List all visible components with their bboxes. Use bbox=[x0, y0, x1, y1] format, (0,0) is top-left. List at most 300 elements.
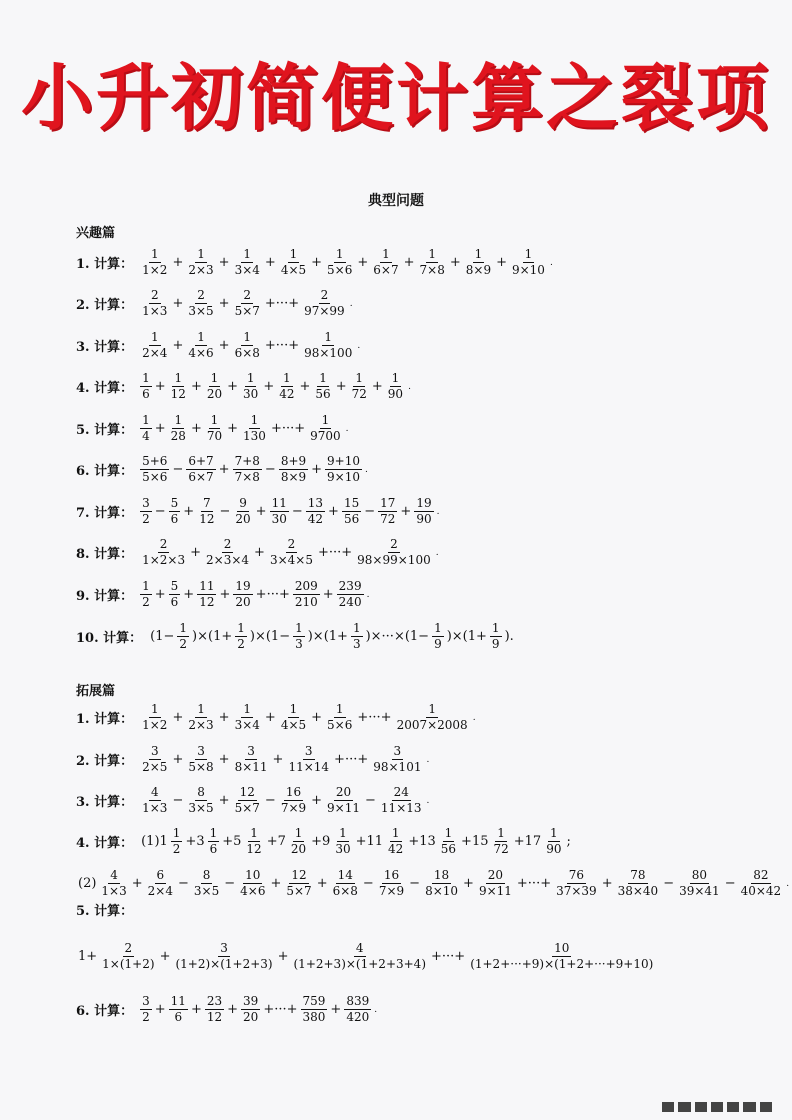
operator: + bbox=[311, 462, 323, 477]
operator: − bbox=[365, 793, 376, 808]
numerator: 1 bbox=[295, 621, 303, 635]
denominator: 380 bbox=[302, 1010, 326, 1024]
expression bbox=[139, 744, 429, 775]
section-heading: 典型问题 bbox=[368, 193, 424, 209]
numerator: 13 bbox=[307, 496, 324, 510]
fraction bbox=[235, 621, 247, 652]
fraction bbox=[371, 247, 400, 278]
numerator: 3 bbox=[150, 744, 159, 758]
numerator: 76 bbox=[568, 868, 585, 882]
numerator: 1 bbox=[355, 371, 364, 385]
denominator: 6×7 bbox=[373, 263, 399, 277]
fraction bbox=[279, 702, 308, 733]
problem-row bbox=[76, 702, 476, 733]
denominator: 12 bbox=[170, 387, 186, 401]
fraction bbox=[205, 371, 224, 402]
denominator: 6 bbox=[170, 512, 179, 526]
operator: +···+ bbox=[431, 949, 466, 964]
numerator: 10 bbox=[245, 868, 261, 882]
denominator: 38×40 bbox=[617, 884, 659, 898]
fraction bbox=[233, 496, 252, 527]
numerator: 8 bbox=[197, 785, 205, 799]
operator: 1+ bbox=[78, 949, 98, 964]
operator: + bbox=[218, 255, 230, 270]
fraction bbox=[377, 868, 406, 899]
numerator: 2 bbox=[159, 537, 168, 551]
operator: + bbox=[255, 504, 267, 519]
operator: +5 bbox=[222, 834, 242, 849]
fraction bbox=[233, 288, 262, 319]
fraction bbox=[386, 371, 405, 402]
numerator: 209 bbox=[294, 579, 318, 593]
problem-row bbox=[76, 826, 573, 857]
operator: +9 bbox=[311, 834, 331, 849]
operator: − bbox=[409, 876, 421, 891]
fraction bbox=[491, 826, 510, 857]
fraction bbox=[379, 785, 424, 816]
numerator: 15 bbox=[343, 496, 360, 510]
denominator: (1+2+···+9)×(1+2+···+9+10) bbox=[470, 957, 654, 971]
numerator: 11 bbox=[271, 496, 287, 510]
operator: . bbox=[366, 589, 370, 600]
operator: + bbox=[218, 338, 230, 353]
denominator: 5×7 bbox=[234, 801, 260, 815]
fraction bbox=[284, 868, 313, 899]
denominator: 2 bbox=[142, 512, 150, 526]
operator: +···+ bbox=[255, 587, 290, 602]
fraction bbox=[351, 621, 363, 652]
denominator: 72 bbox=[493, 842, 509, 856]
operator: + bbox=[190, 379, 202, 394]
fraction bbox=[241, 413, 268, 444]
numerator: 1 bbox=[246, 371, 255, 385]
operator: + bbox=[270, 876, 282, 891]
numerator: 5+6 bbox=[142, 454, 168, 468]
denominator: 3×5 bbox=[188, 304, 214, 318]
numerator: 4 bbox=[110, 868, 118, 882]
denominator: 8×10 bbox=[425, 884, 459, 898]
numerator: 78 bbox=[630, 868, 646, 882]
numerator: 1 bbox=[174, 371, 183, 385]
operator: ; bbox=[566, 834, 571, 849]
problem-number: 1. 计算： bbox=[76, 257, 134, 272]
numerator: 23 bbox=[206, 994, 223, 1008]
denominator: 20 bbox=[235, 512, 251, 526]
fraction bbox=[177, 621, 189, 652]
fraction bbox=[306, 496, 325, 527]
numerator: 1 bbox=[197, 330, 205, 344]
denominator: 1×2×3 bbox=[142, 553, 186, 567]
problem-row bbox=[76, 868, 789, 899]
denominator: 6 bbox=[174, 1010, 183, 1024]
operator: + bbox=[316, 876, 328, 891]
denominator: 6 bbox=[170, 595, 179, 609]
numerator: 82 bbox=[753, 868, 769, 882]
operator: + bbox=[172, 255, 184, 270]
fraction bbox=[325, 247, 354, 278]
denominator: 8×9 bbox=[465, 263, 492, 277]
fraction bbox=[173, 941, 274, 972]
fraction bbox=[378, 496, 397, 527]
operator: + bbox=[227, 379, 239, 394]
fraction bbox=[233, 785, 262, 816]
denominator: 2 bbox=[142, 595, 150, 609]
fraction bbox=[99, 868, 128, 899]
numerator: 1 bbox=[237, 621, 245, 635]
fraction bbox=[186, 785, 215, 816]
operator: . bbox=[408, 381, 411, 392]
denominator: 1×2 bbox=[142, 263, 168, 277]
fraction bbox=[293, 579, 320, 610]
denominator: 1×2 bbox=[142, 718, 168, 732]
denominator: 9700 bbox=[310, 429, 341, 443]
numerator: 80 bbox=[691, 868, 708, 882]
numerator: 1 bbox=[289, 247, 298, 261]
problem-row bbox=[76, 496, 439, 527]
denominator: 56 bbox=[440, 842, 457, 856]
operator: +3 bbox=[185, 834, 205, 849]
problem-row bbox=[76, 785, 429, 816]
denominator: 11×14 bbox=[288, 760, 330, 774]
numerator: 1 bbox=[150, 247, 159, 261]
operator: . bbox=[786, 878, 790, 889]
fraction bbox=[186, 288, 215, 319]
numerator: 1 bbox=[250, 826, 258, 840]
numerator: 3 bbox=[220, 941, 228, 955]
operator: + bbox=[403, 255, 415, 270]
numerator: 9+10 bbox=[327, 454, 361, 468]
operator: + bbox=[218, 752, 230, 767]
fraction bbox=[140, 579, 152, 610]
denominator: 70 bbox=[206, 429, 223, 443]
operator: + bbox=[264, 710, 276, 725]
denominator: 72 bbox=[351, 387, 367, 401]
fraction bbox=[241, 994, 260, 1025]
fraction bbox=[233, 579, 252, 610]
problem-number: 2. 计算： bbox=[76, 754, 134, 769]
numerator: 2 bbox=[320, 288, 329, 302]
denominator: 3×5 bbox=[188, 801, 214, 815]
fraction bbox=[233, 702, 262, 733]
fraction bbox=[186, 247, 215, 278]
numerator: 20 bbox=[335, 785, 352, 799]
numerator: 1 bbox=[524, 247, 533, 261]
numerator: 12 bbox=[239, 785, 255, 799]
operator: − bbox=[224, 876, 236, 891]
denominator: 12 bbox=[199, 512, 215, 526]
numerator: 12 bbox=[291, 868, 307, 882]
operator: + bbox=[311, 710, 323, 725]
operator: − bbox=[172, 793, 184, 808]
operator: + bbox=[263, 379, 275, 394]
numerator: 1 bbox=[179, 621, 188, 635]
fraction bbox=[331, 868, 360, 899]
numerator: 1 bbox=[243, 702, 252, 716]
fraction bbox=[739, 868, 784, 899]
fraction bbox=[233, 247, 262, 278]
numerator: 11 bbox=[170, 994, 186, 1008]
denominator: 2 bbox=[179, 637, 188, 651]
denominator: 98×101 bbox=[373, 760, 422, 774]
problem-number: 5. 计算： bbox=[76, 904, 134, 919]
operator: + bbox=[154, 421, 166, 436]
numerator: 1 bbox=[142, 371, 150, 385]
fraction bbox=[244, 826, 263, 857]
denominator: 20 bbox=[206, 387, 223, 401]
numerator: 2 bbox=[390, 537, 398, 551]
fraction bbox=[204, 537, 251, 568]
problem-row bbox=[76, 579, 369, 610]
fraction bbox=[140, 288, 169, 319]
operator: + bbox=[219, 587, 231, 602]
fraction bbox=[677, 868, 722, 899]
denominator: 28 bbox=[170, 429, 186, 443]
fraction bbox=[301, 994, 328, 1025]
problem-number: 4. 计算： bbox=[76, 836, 134, 851]
denominator: 90 bbox=[387, 387, 404, 401]
expression bbox=[139, 702, 475, 733]
expression bbox=[139, 371, 411, 402]
operator: +···+ bbox=[357, 710, 392, 725]
numerator: 1 bbox=[391, 371, 400, 385]
operator: . bbox=[426, 795, 430, 806]
numerator: 759 bbox=[302, 994, 326, 1008]
fraction bbox=[268, 537, 315, 568]
fraction bbox=[313, 371, 332, 402]
fraction bbox=[192, 868, 221, 899]
section2-title: 拓展篇 bbox=[76, 684, 116, 699]
fraction bbox=[140, 994, 152, 1025]
numerator: 1 bbox=[434, 621, 442, 635]
operator: + bbox=[154, 587, 166, 602]
fraction bbox=[279, 247, 308, 278]
numerator: 1 bbox=[210, 371, 219, 385]
fraction bbox=[279, 454, 308, 485]
fraction bbox=[289, 826, 308, 857]
denominator: 42 bbox=[279, 387, 295, 401]
denominator: 6×7 bbox=[188, 470, 214, 484]
expression bbox=[139, 826, 573, 857]
numerator: 1 bbox=[243, 330, 252, 344]
numerator: 18 bbox=[433, 868, 450, 882]
denominator: 5×7 bbox=[286, 884, 312, 898]
operator: . bbox=[365, 464, 368, 475]
operator: + bbox=[154, 1002, 166, 1017]
fraction bbox=[355, 537, 433, 568]
fraction bbox=[302, 288, 347, 319]
fraction bbox=[302, 330, 354, 361]
numerator: 11 bbox=[199, 579, 215, 593]
operator: + bbox=[449, 255, 461, 270]
fraction bbox=[238, 868, 267, 899]
operator: + bbox=[272, 752, 284, 767]
fraction bbox=[270, 496, 289, 527]
denominator: 11×13 bbox=[380, 801, 422, 815]
operator: +···+ bbox=[516, 876, 552, 891]
denominator: 9×11 bbox=[327, 801, 361, 815]
denominator: 5×7 bbox=[234, 304, 260, 318]
operator: + bbox=[335, 379, 347, 394]
operator: + bbox=[172, 710, 184, 725]
denominator: 42 bbox=[388, 842, 404, 856]
operator: − bbox=[154, 504, 166, 519]
operator: . bbox=[436, 506, 440, 517]
numerator: 1 bbox=[243, 247, 252, 261]
denominator: 9 bbox=[491, 637, 500, 651]
operator: +15 bbox=[461, 834, 489, 849]
denominator: 3×5 bbox=[193, 884, 220, 898]
fraction bbox=[464, 247, 493, 278]
denominator: 2 bbox=[237, 637, 245, 651]
fraction bbox=[325, 454, 362, 485]
denominator: 1×3 bbox=[101, 884, 127, 898]
denominator: 12 bbox=[199, 595, 215, 609]
fraction bbox=[140, 744, 169, 775]
operator: + bbox=[328, 504, 339, 519]
numerator: 2 bbox=[197, 288, 205, 302]
fraction bbox=[169, 371, 188, 402]
numerator: 2 bbox=[124, 941, 133, 955]
operator: + bbox=[496, 255, 507, 270]
expression bbox=[139, 413, 348, 444]
denominator: 4×5 bbox=[280, 718, 307, 732]
denominator: 3×4 bbox=[234, 263, 260, 277]
problem-number: 1. 计算： bbox=[76, 712, 134, 727]
numerator: 6 bbox=[156, 868, 165, 882]
operator: + bbox=[159, 949, 171, 964]
operator: + bbox=[227, 1002, 239, 1017]
denominator: 1×3 bbox=[142, 304, 168, 318]
denominator: 20 bbox=[235, 595, 251, 609]
denominator: 37×39 bbox=[556, 884, 597, 898]
operator: + bbox=[131, 876, 143, 891]
operator: + bbox=[463, 876, 474, 891]
problem-row bbox=[76, 537, 439, 568]
problem-row bbox=[76, 413, 349, 444]
fraction bbox=[140, 247, 169, 278]
operator: + bbox=[601, 876, 613, 891]
fraction bbox=[414, 496, 433, 527]
operator: − bbox=[177, 876, 189, 891]
problem-number: 3. 计算： bbox=[76, 795, 134, 810]
fraction bbox=[205, 994, 224, 1025]
fraction bbox=[197, 496, 216, 527]
problem-row bbox=[76, 330, 360, 361]
problem-number: 7. 计算： bbox=[76, 506, 134, 521]
operator: − bbox=[291, 504, 303, 519]
operator: +···+ bbox=[334, 752, 369, 767]
numerator: 1 bbox=[391, 826, 400, 840]
denominator: 97×99 bbox=[304, 304, 345, 318]
operator: +···+ bbox=[263, 1002, 298, 1017]
denominator: 2×3 bbox=[188, 263, 214, 277]
denominator: 3 bbox=[295, 637, 303, 651]
denominator: 6×8 bbox=[234, 346, 260, 360]
fraction bbox=[186, 744, 215, 775]
fraction bbox=[208, 826, 220, 857]
denominator: 9 bbox=[434, 637, 442, 651]
operator: + bbox=[154, 379, 166, 394]
fraction bbox=[432, 621, 444, 652]
denominator: 2007×2008 bbox=[396, 718, 468, 732]
denominator: 5×6 bbox=[327, 263, 353, 277]
fraction bbox=[286, 744, 331, 775]
operator: . bbox=[472, 712, 476, 723]
numerator: 1 bbox=[142, 413, 150, 427]
fraction bbox=[146, 868, 175, 899]
denominator: 2×3×4 bbox=[206, 553, 250, 567]
numerator: 1 bbox=[497, 826, 505, 840]
operator: + bbox=[218, 710, 230, 725]
fraction bbox=[186, 330, 215, 361]
denominator: 1×(1+2) bbox=[102, 957, 155, 971]
denominator: 30 bbox=[335, 842, 351, 856]
denominator: 90 bbox=[546, 842, 562, 856]
operator: + bbox=[172, 338, 184, 353]
operator: + bbox=[311, 255, 323, 270]
fraction bbox=[140, 371, 152, 402]
fraction bbox=[241, 371, 260, 402]
numerator: 1 bbox=[352, 621, 361, 635]
denominator: 3 bbox=[352, 637, 361, 651]
expression bbox=[76, 868, 789, 899]
denominator: 4 bbox=[142, 429, 150, 443]
fraction bbox=[140, 537, 187, 568]
numerator: 1 bbox=[283, 371, 291, 385]
operator: )×(1+ bbox=[192, 629, 233, 644]
numerator: 1 bbox=[324, 330, 333, 344]
operator: + bbox=[172, 296, 184, 311]
numerator: 3 bbox=[142, 994, 150, 1008]
problem-row bbox=[76, 288, 353, 319]
fraction bbox=[140, 413, 152, 444]
numerator: 2 bbox=[287, 537, 296, 551]
denominator: 5×6 bbox=[142, 470, 168, 484]
denominator: 30 bbox=[243, 387, 259, 401]
fraction bbox=[371, 744, 423, 775]
expression bbox=[139, 785, 429, 816]
numerator: 1 bbox=[428, 702, 436, 716]
denominator: 56 bbox=[315, 387, 331, 401]
fraction bbox=[233, 330, 262, 361]
numerator: 1 bbox=[294, 826, 303, 840]
operator: + bbox=[190, 1002, 202, 1017]
problem-row bbox=[76, 454, 368, 485]
denominator: 2×4 bbox=[147, 884, 173, 898]
watermark-logo bbox=[662, 1102, 772, 1112]
denominator: 2 bbox=[172, 842, 181, 856]
operator: + bbox=[277, 949, 289, 964]
numerator: 19 bbox=[416, 496, 432, 510]
denominator: 5×6 bbox=[327, 718, 353, 732]
denominator: 56 bbox=[343, 512, 360, 526]
operator: + bbox=[311, 793, 323, 808]
fraction bbox=[233, 454, 262, 485]
denominator: 4×6 bbox=[240, 884, 266, 898]
fraction bbox=[333, 826, 352, 857]
fraction bbox=[616, 868, 661, 899]
operator: + bbox=[299, 379, 311, 394]
numerator: 1 bbox=[474, 247, 483, 261]
operator: + bbox=[190, 545, 202, 560]
expression bbox=[139, 330, 360, 361]
numerator: 1 bbox=[142, 579, 150, 593]
denominator: 8×9 bbox=[280, 470, 307, 484]
fraction bbox=[386, 826, 405, 857]
operator: . bbox=[349, 298, 353, 309]
numerator: 1 bbox=[209, 826, 218, 840]
expression bbox=[139, 247, 553, 278]
